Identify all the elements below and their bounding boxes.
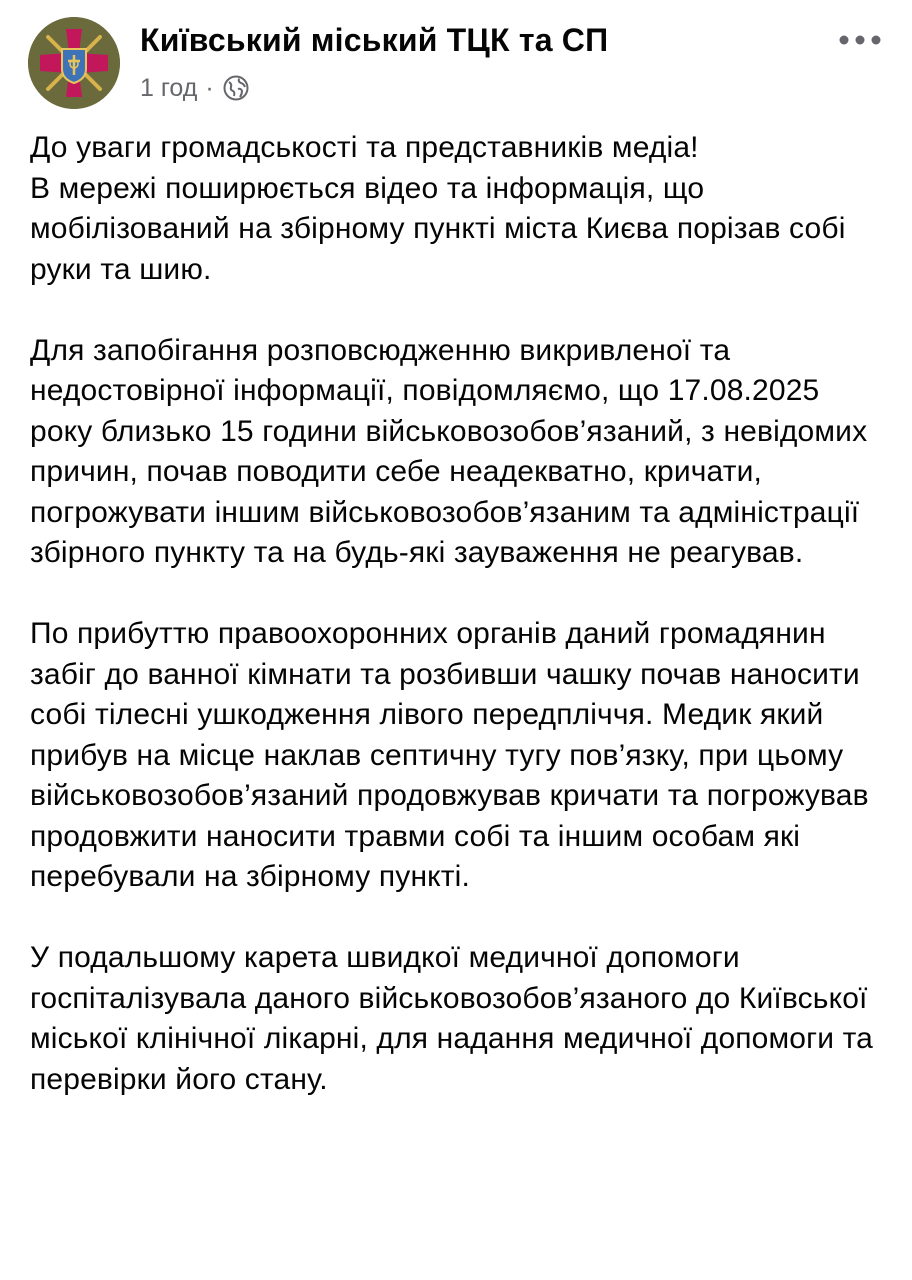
page-name-link[interactable]: Київський міський ТЦК та СП [140,22,609,58]
post-paragraph: До уваги громадськості та представників медіа! В мережі поширюється відео та інформація, що мобілізований на збірному пункті міста Києва порізав собі руки та шию. [30,131,846,286]
meta-separator: · [205,73,214,102]
post-paragraph: У подальшому карета швидкої медичної допомоги госпіталізувала даного військовозобов’язаного до Київської міської клінічної лікарні, для надання медичної допомоги та перевірки його стану. [30,941,873,1096]
post-text [30,128,890,1100]
post-meta [140,70,249,106]
page-avatar[interactable] [28,17,120,109]
military-emblem-icon [28,17,120,109]
more-options-button[interactable] [834,22,886,58]
post-paragraph: По прибуттю правоохоронних органів даний громадянин забіг до ванної кімнати та розбивши чашку почав наносити собі тілесні ушкодження лівого передпліччя. Медик який прибув на місце наклав септичну тугу пов’язку, при цьому військовозобов’язаний продовжував кричати та погрожував продовжити наносити травми собі та іншим особам які перебували на збірному пункті. [30,617,869,893]
post-header [0,0,912,120]
more-horizontal-icon [838,34,882,46]
post-timestamp[interactable]: 1 год [140,73,198,102]
post-paragraph: Для запобігання розповсюдженню викривленої та недостовірної інформації, повідомляємо, що 17.08.2025 року близько 15 години військовозобов’язаний, з невідомих причин, почав поводити себе неадекватно, кричати, погрожувати іншим військовозобов’язаним та адміністрації збірного пункту та на будь-які зауваження не реагував. [30,333,868,569]
globe-icon[interactable] [223,75,249,101]
